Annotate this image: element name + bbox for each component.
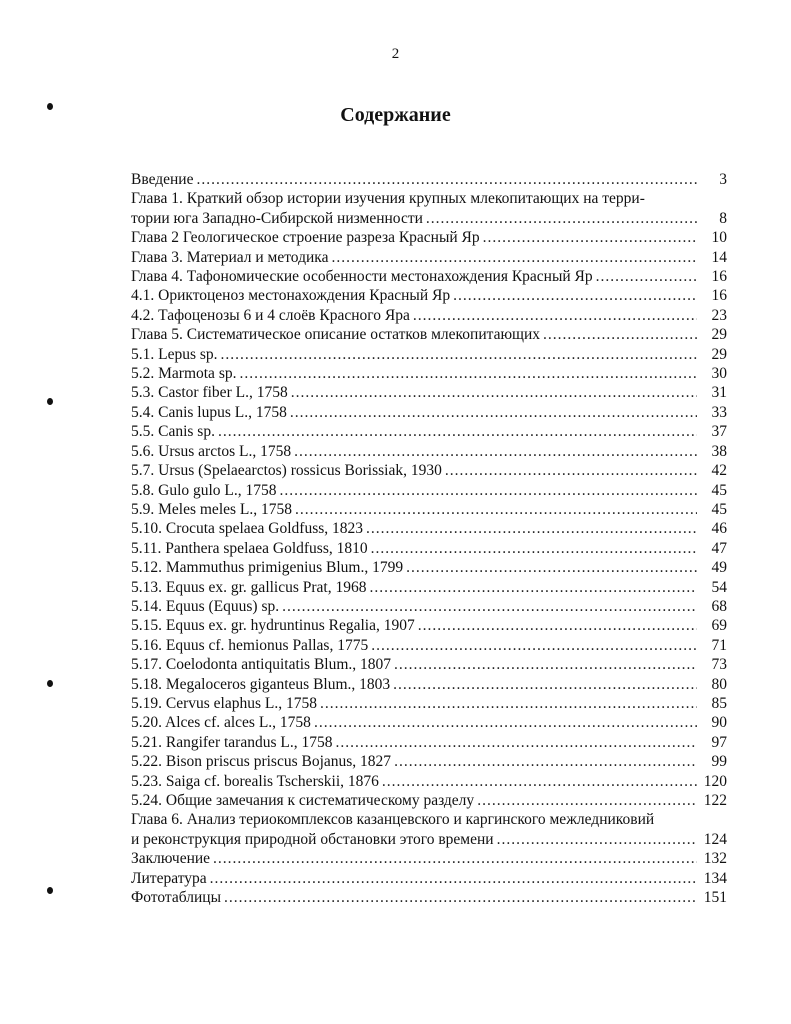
- toc-page-number: 132: [703, 850, 727, 868]
- toc-entry-text: 5.17. Coelodonta antiquitatis Blum., 1807: [131, 656, 392, 674]
- toc-page-number: 38: [711, 442, 727, 460]
- table-of-contents: [131, 170, 727, 907]
- toc-entry-text: 5.15. Equus ex. gr. hydruntinus Regalia, 1907: [131, 617, 415, 635]
- toc-entry: [131, 849, 727, 868]
- toc-entry: [131, 616, 727, 635]
- toc-entry-text: 5.8. Gulo gulo L., 1758: [131, 481, 277, 499]
- dot-leader: [483, 228, 697, 247]
- toc-page-number: 16: [711, 268, 727, 286]
- dot-leader: [224, 888, 697, 907]
- dot-leader: [596, 267, 697, 286]
- toc-page-number: 45: [711, 481, 727, 499]
- toc-entry-text: 5.20. Alces cf. alces L., 1758: [131, 714, 311, 732]
- toc-page-number: 30: [711, 365, 727, 383]
- dot-leader: [320, 694, 697, 713]
- toc-page-number: 8: [719, 209, 727, 227]
- toc-page-number: 10: [711, 229, 727, 247]
- toc-entry-text: 5.2. Marmota sp.: [131, 365, 237, 383]
- toc-entry-text: Глава 3. Материал и методика: [131, 248, 329, 266]
- toc-entry-text: тории юга Западно-Сибирской низменности: [131, 209, 423, 227]
- toc-entry-text: 5.7. Ursus (Spelaearctos) rossicus Borissiak, 1930: [131, 462, 442, 480]
- toc-entry: [131, 286, 727, 305]
- toc-entry-text: Фототаблицы: [131, 889, 221, 907]
- dot-leader: [196, 170, 697, 189]
- dot-leader: [371, 636, 697, 655]
- dot-leader: [497, 830, 697, 849]
- dot-leader: [218, 422, 697, 441]
- toc-entry-text: 5.5. Canis sp.: [131, 423, 215, 441]
- toc-page-number: 99: [711, 753, 727, 771]
- toc-entry: [131, 810, 727, 849]
- toc-entry: [131, 189, 727, 228]
- toc-entry-text: Глава 1. Краткий обзор истории изучения крупных млекопитающих на терри-: [131, 190, 645, 208]
- toc-entry-text: Глава 4. Тафономические особенности местонахождения Красный Яр: [131, 268, 593, 286]
- dot-leader: [282, 597, 697, 616]
- dot-leader: [413, 306, 697, 325]
- toc-entry: [131, 869, 727, 888]
- toc-page-number: 69: [711, 617, 727, 635]
- dot-leader: [221, 345, 697, 364]
- toc-entry-text: Глава 2 Геологическое строение разреза Красный Яр: [131, 229, 480, 247]
- binder-hole-mark: [47, 398, 53, 405]
- toc-entry: [131, 364, 727, 383]
- dot-leader: [213, 849, 697, 868]
- toc-entry-text: 5.23. Saiga cf. borealis Tscherskii, 1876: [131, 772, 379, 790]
- toc-entry: [131, 267, 727, 286]
- toc-entry: [131, 403, 727, 422]
- toc-entry-text: Литература: [131, 869, 207, 887]
- toc-entry: [131, 539, 727, 558]
- toc-entry-text: 5.24. Общие замечания к систематическому разделу: [131, 792, 475, 809]
- toc-entry-text: 5.9. Meles meles L., 1758: [131, 500, 293, 518]
- binder-hole-mark: [47, 103, 53, 110]
- toc-page-number: 90: [711, 714, 727, 732]
- toc-entry: [131, 888, 727, 907]
- toc-page-number: 134: [703, 869, 727, 887]
- toc-entry: [131, 500, 727, 519]
- dot-leader: [370, 578, 698, 597]
- toc-entry: [131, 422, 727, 441]
- toc-entry: [131, 713, 727, 732]
- toc-entry-text: 5.12. Mammuthus primigenius Blum., 1799: [131, 559, 404, 577]
- toc-page-number: 16: [711, 287, 727, 305]
- dot-leader: [406, 558, 697, 577]
- dot-leader: [291, 383, 697, 402]
- toc-entry-text: 5.13. Equus ex. gr. gallicus Prat, 1968: [131, 578, 367, 596]
- toc-entry: [131, 345, 727, 364]
- dot-leader: [371, 539, 697, 558]
- toc-entry: [131, 442, 727, 461]
- toc-entry-text: Глава 5. Систематическое описание остатков млекопитающих: [131, 326, 541, 344]
- dot-leader: [290, 403, 697, 422]
- toc-page-number: 85: [711, 694, 727, 712]
- dot-leader: [426, 209, 697, 228]
- toc-entry: [131, 636, 727, 655]
- toc-entry: [131, 655, 727, 674]
- toc-page-number: 23: [711, 306, 727, 324]
- toc-entry-text: Введение: [131, 171, 194, 188]
- toc-page-number: 80: [711, 675, 727, 693]
- toc-page-number: 46: [711, 520, 727, 538]
- toc-entry: [131, 325, 727, 344]
- toc-entry: [131, 306, 727, 325]
- toc-entry-text: 5.3. Castor fiber L., 1758: [131, 384, 288, 402]
- toc-page-number: 120: [703, 772, 727, 790]
- toc-page-number: 151: [703, 889, 727, 907]
- toc-page-number: 14: [711, 248, 727, 266]
- dot-leader: [453, 286, 697, 305]
- dot-leader: [382, 772, 697, 791]
- binder-hole-mark: [47, 887, 53, 894]
- dot-leader: [418, 616, 697, 635]
- dot-leader: [393, 675, 697, 694]
- toc-entry: [131, 481, 727, 500]
- toc-entry: [131, 694, 727, 713]
- toc-page-number: 37: [711, 423, 727, 441]
- toc-page-number: 33: [711, 403, 727, 421]
- toc-page-number: 29: [711, 326, 727, 344]
- toc-entry: [131, 383, 727, 402]
- toc-entry-text: 5.11. Panthera spelaea Goldfuss, 1810: [131, 539, 368, 557]
- dot-leader: [314, 713, 697, 732]
- toc-entry: [131, 578, 727, 597]
- toc-page-number: 68: [711, 597, 727, 615]
- toc-page-number: 42: [711, 462, 727, 480]
- toc-entry: [131, 461, 727, 480]
- dot-leader: [543, 325, 697, 344]
- toc-entry-text: 5.4. Canis lupus L., 1758: [131, 403, 287, 421]
- toc-entry: [131, 558, 727, 577]
- toc-page-number: 49: [711, 559, 727, 577]
- toc-entry-text: Заключение: [131, 850, 211, 868]
- toc-entry-text: 5.6. Ursus arctos L., 1758: [131, 442, 292, 460]
- toc-page-number: 45: [711, 500, 727, 518]
- toc-entry: [131, 772, 727, 791]
- toc-entry-text: 5.14. Equus (Equus) sp.: [131, 597, 280, 615]
- toc-entry: [131, 675, 727, 694]
- toc-entry: [131, 597, 727, 616]
- toc-entry-text: 5.21. Rangifer tarandus L., 1758: [131, 733, 333, 751]
- binder-hole-mark: [47, 680, 53, 687]
- toc-entry-text: 5.10. Crocuta spelaea Goldfuss, 1823: [131, 520, 364, 538]
- toc-page-number: 29: [711, 345, 727, 363]
- dot-leader: [280, 481, 697, 500]
- toc-entry-text: 5.16. Equus cf. hemionus Pallas, 1775: [131, 636, 369, 654]
- toc-entry-text: 4.1. Ориктоценоз местонахождения Красный Яр: [131, 287, 451, 305]
- toc-entry-text: 5.18. Megaloceros giganteus Blum., 1803: [131, 675, 391, 693]
- toc-page-number: 3: [719, 171, 727, 188]
- toc-page-number: 122: [703, 792, 727, 809]
- dot-leader: [295, 500, 697, 519]
- toc-entry: [131, 228, 727, 247]
- toc-entry: [131, 752, 727, 771]
- toc-page-number: 54: [711, 578, 727, 596]
- dot-leader: [477, 791, 697, 810]
- toc-entry-text: 4.2. Тафоценозы 6 и 4 слоёв Красного Яра: [131, 306, 410, 324]
- dot-leader: [445, 461, 697, 480]
- toc-page-number: 31: [711, 384, 727, 402]
- toc-entry: [131, 733, 727, 752]
- toc-page-number: 97: [711, 733, 727, 751]
- dot-leader: [210, 869, 697, 888]
- toc-entry: [131, 791, 727, 810]
- page-number: 2: [391, 46, 400, 62]
- toc-page-number: 124: [703, 830, 727, 848]
- dot-leader: [366, 519, 697, 538]
- toc-entry: [131, 519, 727, 538]
- toc-entry: [131, 248, 727, 267]
- toc-page-number: 71: [711, 636, 727, 654]
- dot-leader: [335, 733, 697, 752]
- page-title: Содержание: [340, 104, 451, 126]
- toc-page-number: 73: [711, 656, 727, 674]
- toc-entry-text: Глава 6. Анализ териокомплексов казанцевского и каргинского межледниковий: [131, 811, 655, 829]
- dot-leader: [331, 248, 697, 267]
- toc-entry-text: 5.1. Lepus sp.: [131, 345, 218, 363]
- toc-entry-text: и реконструкция природной обстановки этого времени: [131, 830, 494, 848]
- dot-leader: [294, 442, 697, 461]
- toc-entry: [131, 170, 727, 189]
- dot-leader: [394, 655, 697, 674]
- toc-entry-text: 5.19. Cervus elaphus L., 1758: [131, 694, 317, 712]
- toc-page-number: 47: [711, 539, 727, 557]
- dot-leader: [239, 364, 697, 383]
- toc-entry-text: 5.22. Bison priscus priscus Bojanus, 1827: [131, 753, 392, 771]
- dot-leader: [394, 752, 697, 771]
